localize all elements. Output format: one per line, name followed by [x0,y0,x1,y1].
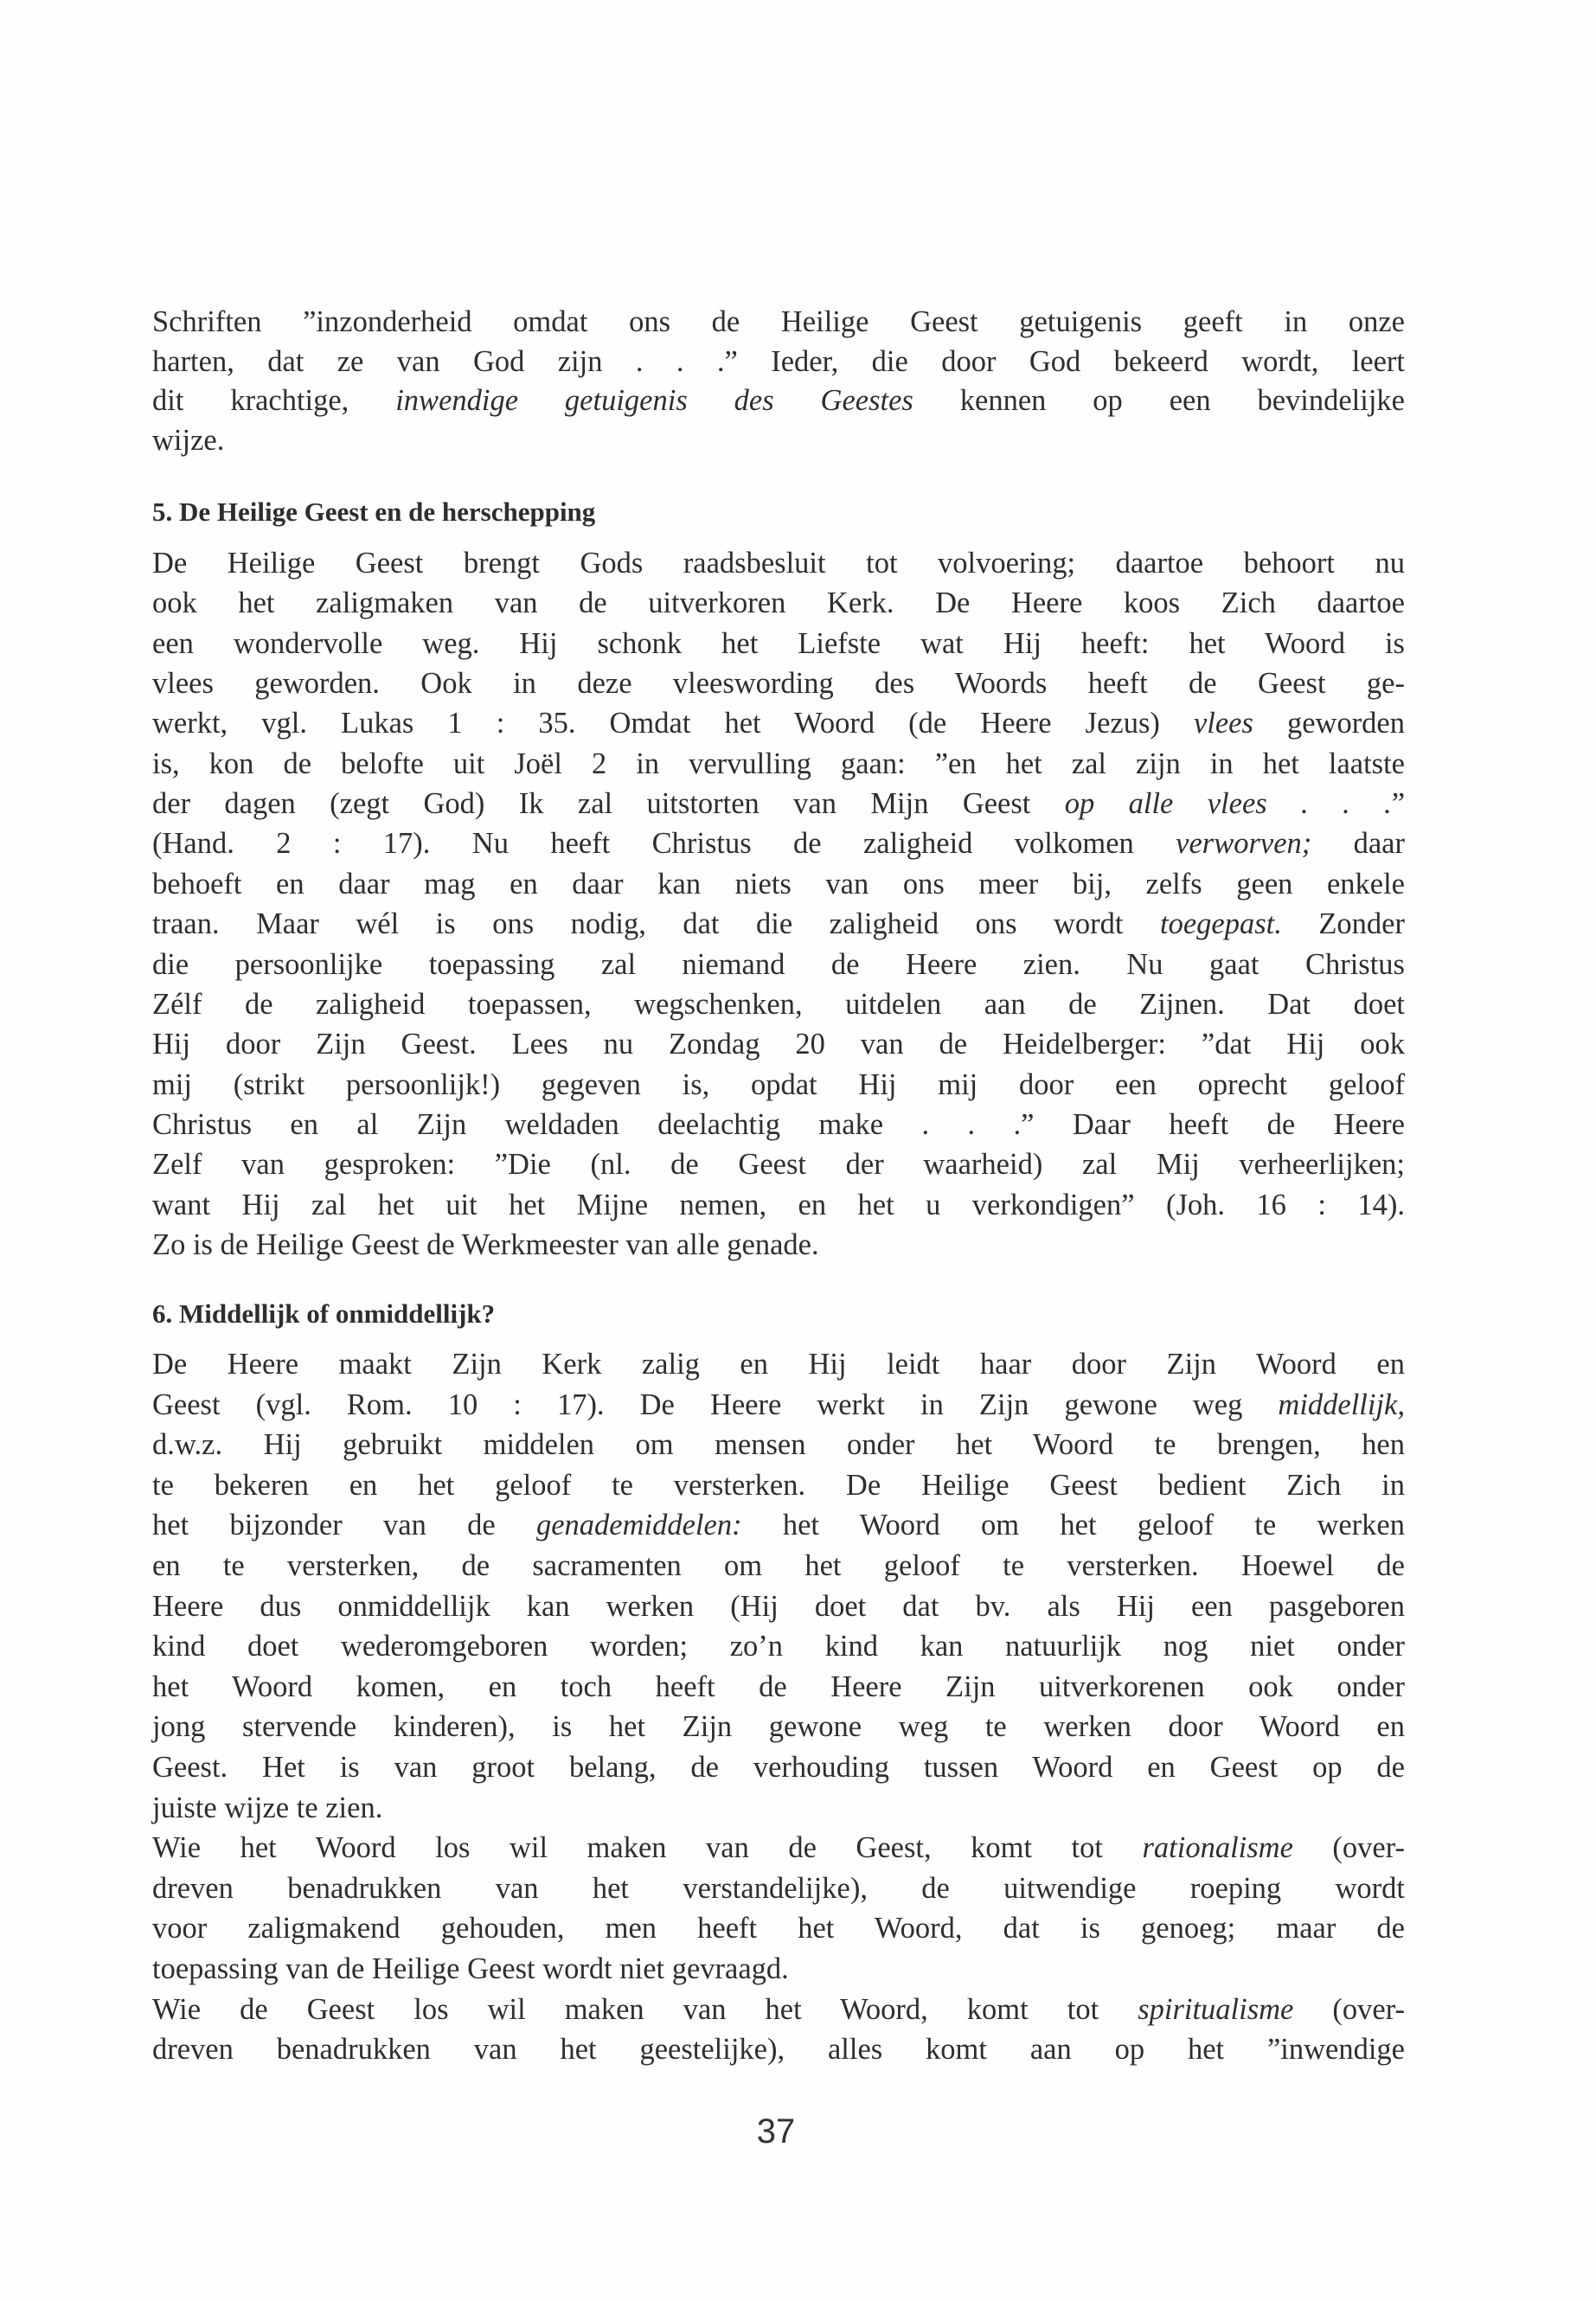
text-line [152,1667,1405,1707]
text-line [152,1707,1405,1747]
text-line [152,703,1405,743]
text-run: mij (strikt persoonlijk!) gegeven is, opdat Hij mij door een oprecht geloof [152,1067,1405,1101]
text-run: vlees geworden. Ook in deze vleeswording des Woords heeft de Geest ge- [152,667,1405,701]
emphasis-text: op alle vlees . . . [1064,787,1392,821]
text-run: (over- [1293,1992,1405,2026]
text-line [152,420,1405,460]
text-run: want Hij zal het uit het Mijne nemen, en het u verkondigen” (Joh. 16 : 14). [152,1188,1405,1221]
text-line [152,1908,1405,1948]
text-line [152,1425,1405,1465]
text-run: Christus en al Zijn weldaden deelachtig make . . .” Daar heeft de Heere [152,1107,1405,1141]
text-run: Zonder [1281,907,1405,941]
text-line [152,1065,1405,1105]
text-run: Heere dus onmiddellijk kan werken (Hij doet dat bv. als Hij een pasgeboren [152,1589,1405,1623]
text-line [152,1144,1405,1184]
text-run: ” [1391,787,1406,821]
text-line [152,784,1405,824]
text-line [152,945,1405,984]
text-line [152,1747,1405,1787]
section-6-heading: 6. Middellijk of onmiddellijk? [152,1298,496,1329]
text-line [152,744,1405,784]
text-line [152,1024,1405,1064]
text-line [152,864,1405,904]
emphasis-text: spiritualisme [1138,1992,1294,2026]
text-run: te bekeren en het geloof te versterken. De Heilige Geest bedient Zich in [152,1468,1405,1502]
text-line [152,1105,1405,1144]
text-run: juiste wijze te zien. [152,1791,383,1824]
text-line [152,1626,1405,1666]
text-line [152,1385,1405,1425]
text-run: Geest (vgl. Rom. 10 : 17). De Heere werkt in Zijn gewone weg [152,1388,1279,1421]
text-run: harten, dat ze van God zijn . . .” Ieder, die door God bekeerd wordt, leert [152,344,1405,378]
emphasis-text: verworven; [1176,827,1312,861]
text-run: Geest. Het is van groot belang, de verhouding tussen Woord en Geest op de [152,1751,1405,1784]
text-line [152,663,1405,703]
text-line [152,1586,1405,1626]
text-run: De Heilige Geest brengt Gods raadsbesluit tot volvoering; daartoe behoort nu [152,547,1405,580]
text-run: ook het zaligmaken van de uitverkoren Kerk. De Heere koos Zich daartoe [152,586,1405,620]
text-line [152,1546,1405,1586]
text-run: voor zaligmakend gehouden, men heeft het Woord, dat is genoeg; maar de [152,1912,1405,1945]
text-run: Zo is de Heilige Geest de Werkmeester van alle genade. [152,1227,819,1261]
text-run: daar [1311,827,1405,861]
text-run: Wie de Geest los wil maken van het Woord, komt tot [152,1992,1138,2026]
text-line [152,543,1405,583]
text-run: (over- [1292,1831,1406,1865]
text-run: dreven benadrukken van het verstandelijke), de uitwendige roeping wordt [152,1871,1405,1905]
text-run: Schriften ”inzonderheid omdat ons de Heilige Geest getuigenis geeft in onze [152,305,1405,338]
text-line [152,1344,1405,1384]
text-run: geworden [1253,707,1405,740]
text-run: werkt, vgl. Lukas 1 : 35. Omdat het Woord (de Heere Jezus) [152,707,1194,740]
text-run: een wondervolle weg. Hij schonk het Liefste wat Hij heeft: het Woord is [152,626,1405,660]
text-run: kind doet wederomgeboren worden; zo’n kind kan natuurlijk nog niet onder [152,1630,1405,1663]
text-line [152,302,1405,342]
text-run: dreven benadrukken van het geestelijke), alles komt aan op het ”inwendige [152,2033,1405,2067]
text-line [152,1185,1405,1225]
text-run: dit krachtige, [152,384,396,418]
text-run: die persoonlijke toepassing zal niemand de Heere zien. Nu gaat Christus [152,947,1405,981]
text-line [152,624,1405,663]
text-run: is, kon de belofte uit Joël 2 in vervulling gaan: ”en het zal zijn in het laatste [152,747,1405,780]
text-line [152,1868,1405,1908]
text-run: het Woord komen, en toch heeft de Heere Zijn uitverkorenen ook onder [152,1670,1405,1703]
text-run: het bijzonder van de [152,1509,536,1542]
text-run: toepassing van de Heilige Geest wordt niet gevraagd. [152,1952,789,1985]
text-run: Wie het Woord los wil maken van de Geest, komt tot [152,1831,1143,1865]
emphasis-text: genademiddelen: [535,1509,742,1542]
emphasis-text: rationalisme [1142,1831,1293,1865]
text-line [152,1465,1405,1505]
text-run: het Woord om het geloof te werken [741,1509,1405,1542]
section-5-heading: 5. De Heilige Geest en de herschepping [152,497,596,527]
text-line [152,984,1405,1024]
text-run: (Hand. 2 : 17). Nu heeft Christus de zaligheid volkomen [152,827,1176,861]
emphasis-text: vlees [1193,707,1253,740]
emphasis-text: toegepast. [1160,907,1282,941]
text-line [152,583,1405,623]
text-run: der dagen (zegt God) Ik zal uitstorten van Mijn Geest [152,787,1065,821]
text-run: behoeft en daar mag en daar kan niets van ons meer bij, zelfs geen enkele [152,867,1405,901]
text-run: d.w.z. Hij gebruikt middelen om mensen onder het Woord te brengen, hen [152,1428,1405,1462]
text-run: traan. Maar wél is ons nodig, dat die zaligheid ons wordt [152,907,1160,941]
text-run: en te versterken, de sacramenten om het geloof te versterken. Hoewel de [152,1549,1405,1582]
text-run: Zelf van gesproken: ”Die (nl. de Geest der waarheid) zal Mij verheerlijken; [152,1148,1405,1182]
text-run: Zélf de zaligheid toepassen, wegschenken, uitdelen aan de Zijnen. Dat doet [152,987,1405,1021]
text-line [152,1505,1405,1545]
text-line [152,1788,1405,1828]
text-line [152,2029,1405,2069]
page-number: 37 [756,2112,796,2150]
text-line [152,1828,1405,1868]
text-run: Hij door Zijn Geest. Lees nu Zondag 20 van de Heidelberger: ”dat Hij ook [152,1028,1405,1061]
emphasis-text: middellijk, [1278,1388,1405,1421]
text-line [152,824,1405,863]
emphasis-text: inwendige getuigenis des Geestes [395,384,913,418]
text-line [152,381,1405,420]
text-run: jong stervende kinderen), is het Zijn gewone weg te werken door Woord en [152,1710,1405,1744]
text-line [152,342,1405,381]
text-line [152,1225,1405,1265]
text-run: wijze. [152,424,225,458]
text-line [152,1949,1405,1989]
text-line [152,904,1405,944]
text-run: kennen op een bevindelijke [913,384,1405,418]
text-run: De Heere maakt Zijn Kerk zalig en Hij leidt haar door Zijn Woord en [152,1348,1405,1381]
text-line [152,1990,1405,2029]
